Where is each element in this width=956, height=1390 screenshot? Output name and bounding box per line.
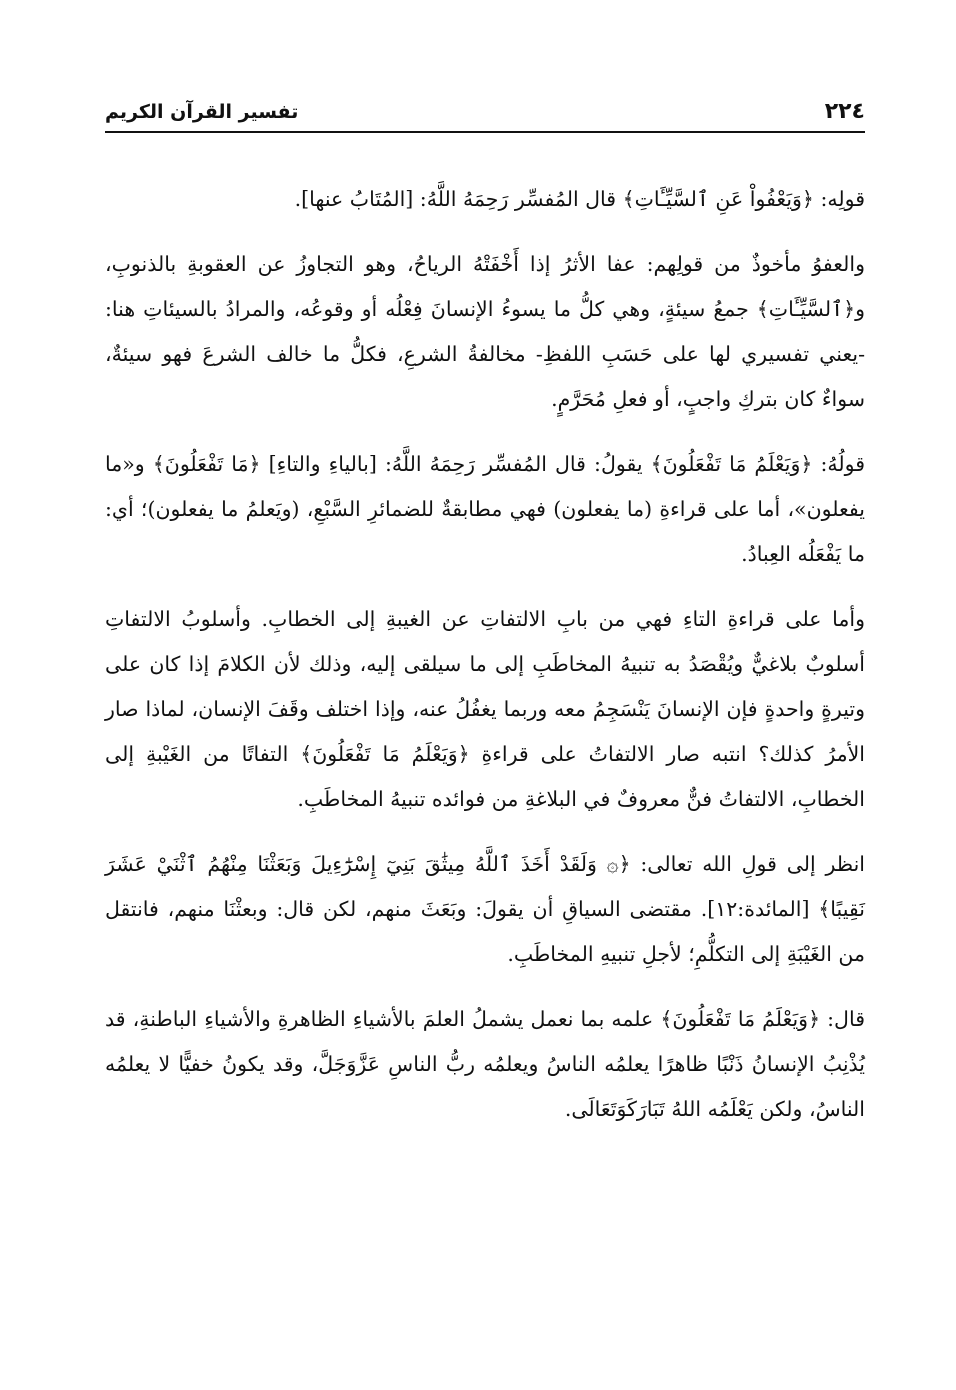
paragraph-2: والعفوُ مأخوذٌ من قولِهم: عفا الأثرُ إذا أَخْفَتْهُ الرياحُ، وهو التجاوزُ عن العقوبةِ بالذنوبِ، و﴿ٱلسَّيِّـَٔاتِ﴾ جمعُ سيئةٍ، وهي كلُّ ما يسوءُ الإنسانَ فِعْلُه أو وقوعُه، والمرادُ بالسيئاتِ هنا: -يعني تفسيري لها على حَسَبِ اللفظِ- مخالفةُ الشرعِ، فكلُّ ما خالف الشرعَ فهو سيئةٌ، سواءٌ كان بتركِ واجبٍ، أو فعلِ مُحَرَّمٍ. bbox=[105, 252, 865, 411]
paragraph-5: انظر إلى قولِ الله تعالى: ﴿۞ وَلَقَدْ أَخَذَ ٱللَّهُ مِيثَٰقَ بَنِيٓ إِسْرَٰٓءِيلَ وَبَعَثْنَا مِنْهُمُ ٱثْنَيْ عَشَرَ نَقِيبًا﴾ [المائدة:١٢]. مقتضى السياقِ أن يقولَ: وبَعَثَ منهم، لكن قال: وبعثْنَا منهم، فانتقل من الغَيْبَةِ إلى التكلُّمِ؛ لأجلِ تنبيهِ المخاطَبِ. bbox=[105, 852, 865, 966]
book-title: تفسير القرآن الكريم bbox=[105, 101, 299, 123]
paragraph-6: قال: ﴿وَيَعْلَمُ مَا تَفْعَلُونَ﴾ علمه بما نعمل يشملُ العلمَ بالأشياءِ الظاهرةِ والأشياءِ الباطنةِ، قد يُذْنِبُ الإنسانُ ذَنْبًا ظاهرًا يعلمُه الناسُ ويعلمُه ربُّ الناسِ عَزَّوَجَلَّ، وقد يكونُ خفيًّا لا يعلمُه الناسُ، ولكن يَعْلَمُه اللهُ تَبَارَكَوَتَعَالَى. bbox=[105, 1007, 866, 1121]
paragraph-3: قولُهُ: ﴿وَيَعْلَمُ مَا تَفْعَلُونَ﴾ يقولُ: قال المُفسِّر رَحِمَهُ اللَّهُ: [بالياءِ والتاءِ] ﴿مَا تَفْعَلُونَ﴾ و«ما يفعلون»، أما على قراءةِ (ما يفعلون) فهي مطابقةٌ للضمائرِ السَّبْعِ، (ويَعلمُ ما يفعلون)؛ أي: ما يَفْعَلُه العِبادُ. bbox=[105, 452, 865, 566]
paragraph-4: وأما على قراءةِ التاءِ فهي من بابِ الالتفاتِ عن الغيبةِ إلى الخطابِ. وأسلوبُ الالتفاتِ أسلوبٌ بلاغيٌّ ويُقْصَدُ به تنبيهُ المخاطَبِ إلى ما سيلقى إليه، وذلك لأن الكلامَ إذا كان على وتيرةٍ واحدةٍ فإن الإنسانَ يَنْسَجِمُ معه وربما يغفُلُ عنه، وإذا اختلف وقَفَ الإنسان، لماذا صار الأمرُ كذلك؟ انتبه صار الالتفاتُ على قراءةِ ﴿وَيَعْلَمُ مَا تَفْعَلُونَ﴾ التفاتًا من الغَيْبةِ إلى الخطابِ، الالتفاتُ فنٌّ معروفٌ في البلاغةِ من فوائده تنبيهُ المخاطَبِ. bbox=[105, 607, 865, 811]
running-header bbox=[105, 95, 865, 133]
paragraph-1: قولِه: ﴿وَيَعْفُواْ عَنِ ٱلسَّيِّـَٔاتِ﴾ قال المُفسِّر رَحِمَهُ اللَّهُ: [المُتَابُ عنها]. bbox=[294, 187, 865, 211]
page-body bbox=[105, 177, 865, 1132]
page-number: ٢٢٤ bbox=[824, 99, 865, 124]
book-page bbox=[105, 95, 865, 1152]
